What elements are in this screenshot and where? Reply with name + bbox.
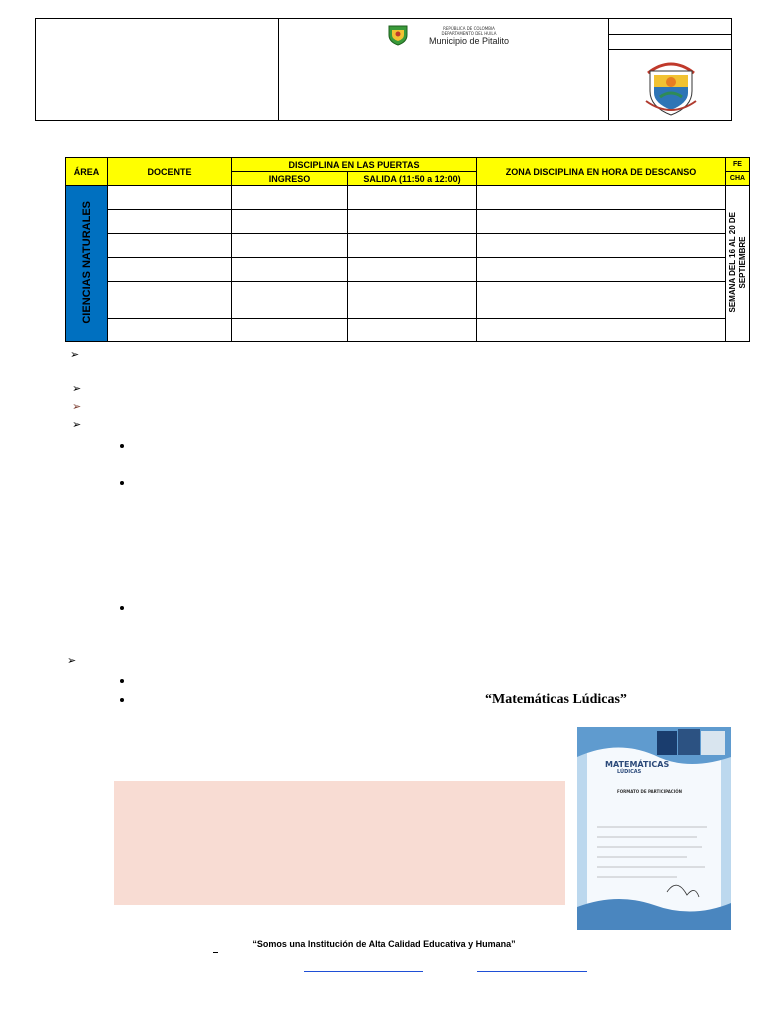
- header-area: ÁREA: [66, 158, 108, 186]
- salida-cell: [348, 282, 477, 319]
- header-right-cell: [608, 19, 731, 120]
- docente-cell: [108, 282, 232, 319]
- header-meta-row-1: [608, 19, 731, 35]
- ingreso-cell: [232, 319, 348, 342]
- table-row: [66, 319, 750, 342]
- arrow-bullet-icon: ➢: [72, 419, 82, 431]
- arrow-bullet-icon: ➢: [72, 383, 82, 395]
- week-line-1: SEMANA DEL 16 AL 20 DE: [727, 212, 737, 313]
- bullet-dot-icon: [120, 444, 124, 448]
- table-row: [66, 282, 750, 319]
- zona-cell: [477, 258, 726, 282]
- ingreso-cell: [232, 282, 348, 319]
- week-line-2: SEPTIEMBRE: [737, 236, 747, 289]
- republic-line: REPÚBLICA DE COLOMBIA: [443, 26, 495, 31]
- zona-cell: [477, 319, 726, 342]
- participation-certificate-image: [577, 727, 731, 930]
- header-meta-row-2: [608, 34, 731, 50]
- department-line: DEPARTAMENTO DEL HUILA: [441, 31, 497, 36]
- footer-link-underline[interactable]: [304, 971, 423, 972]
- institution-crest-icon: [642, 55, 700, 117]
- salida-cell: [348, 186, 477, 210]
- zona-cell: [477, 234, 726, 258]
- area-cell: [66, 186, 108, 342]
- area-name: CIENCIAS NATURALES: [80, 201, 93, 324]
- arrow-bullet-icon: ➢: [70, 349, 80, 361]
- header-salida: SALIDA (11:50 a 12:00): [348, 172, 477, 186]
- bullet-dot-icon: [120, 698, 124, 702]
- header-zona-descanso: ZONA DISCIPLINA EN HORA DE DESCANSO: [477, 158, 726, 186]
- bullet-dot-icon: [120, 606, 124, 610]
- footer-slogan: “Somos una Institución de Alta Calidad Educativa y Humana”: [252, 939, 516, 949]
- footer-link-underline[interactable]: [477, 971, 587, 972]
- certificate-artwork-icon: [577, 727, 731, 930]
- arrow-bullet-icon: ➢: [72, 401, 82, 413]
- bullet-dot-icon: [120, 679, 124, 683]
- zona-cell: [477, 282, 726, 319]
- header-docente: DOCENTE: [108, 158, 232, 186]
- table-row: [66, 234, 750, 258]
- docente-cell: [108, 258, 232, 282]
- ingreso-cell: [232, 186, 348, 210]
- docente-cell: [108, 234, 232, 258]
- salida-cell: [348, 210, 477, 234]
- header-center-cell: [278, 19, 609, 120]
- salida-cell: [348, 319, 477, 342]
- docente-cell: [108, 319, 232, 342]
- salida-cell: [348, 258, 477, 282]
- table-row: [66, 186, 750, 210]
- event-title: “Matemáticas Lúdicas”: [485, 692, 627, 707]
- arrow-bullet-icon: ➢: [67, 655, 77, 667]
- header-fecha-part2: CHA: [726, 172, 750, 186]
- note-box: [114, 781, 565, 905]
- zona-cell: [477, 186, 726, 210]
- week-cell: [726, 186, 750, 342]
- certificate-title: MATEMÁTICAS: [605, 760, 670, 769]
- schedule-table: [65, 157, 750, 342]
- header-fecha-part1: FE: [726, 158, 750, 172]
- salida-cell: [348, 234, 477, 258]
- certificate-heading: FORMATO DE PARTICIPACIÓN: [617, 789, 682, 794]
- docente-cell: [108, 186, 232, 210]
- municipality-shield-icon: [387, 24, 409, 46]
- header-disciplina-puertas: DISCIPLINA EN LAS PUERTAS: [232, 158, 477, 172]
- document-header: [35, 18, 732, 121]
- bullet-dot-icon: [120, 481, 124, 485]
- certificate-subtitle: LÚDICAS: [617, 769, 642, 775]
- table-row: [66, 210, 750, 234]
- footer-dash: [213, 952, 218, 953]
- ingreso-cell: [232, 234, 348, 258]
- ingreso-cell: [232, 258, 348, 282]
- zona-cell: [477, 210, 726, 234]
- municipality-name: Municipio de Pitalito: [428, 36, 510, 46]
- table-row: [66, 258, 750, 282]
- docente-cell: [108, 210, 232, 234]
- ingreso-cell: [232, 210, 348, 234]
- header-left-cell: [36, 19, 279, 120]
- header-ingreso: INGRESO: [232, 172, 348, 186]
